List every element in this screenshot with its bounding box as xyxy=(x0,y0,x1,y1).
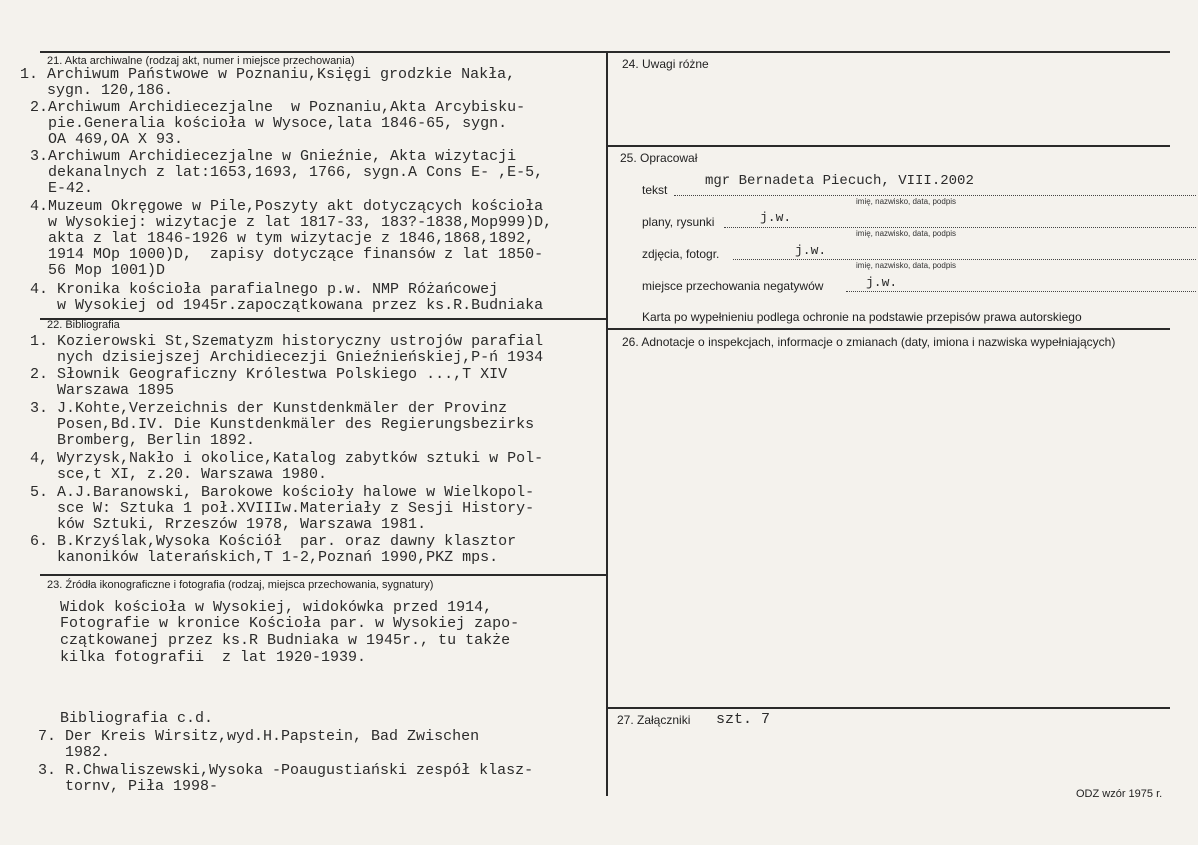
copyright-notice: Karta po wypełnieniu podlega ochronie na podstawie przepisów prawa autorskiego xyxy=(642,310,1082,324)
author-text-value: mgr Bernadeta Piecuch, VIII.2002 xyxy=(705,173,974,189)
negatives-line xyxy=(846,291,1196,292)
section-21-line: w Wysokiej od 1945r.zapoczątkowana przez ks.R.Budniaka xyxy=(30,297,544,314)
bibliography-continuation-line: 1982. xyxy=(38,744,111,761)
section-23-line: czątkowanej przez ks.R Budniaka w 1945r., tu także xyxy=(60,632,511,649)
section-21-line: 1. Archiwum Państwowe w Poznaniu,Księgi grodzkie Nakła, xyxy=(20,66,516,83)
section-22-line: 6. B.Krzyślak,Wysoka Kościół par. oraz dawny klasztor xyxy=(30,533,517,550)
top-divider xyxy=(40,51,1170,53)
section-21-line: sygn. 120,186. xyxy=(20,82,174,99)
bibliography-continuation-title: Bibliografia c.d. xyxy=(60,710,214,727)
attachments-count: szt. 7 xyxy=(716,711,771,728)
divider-26 xyxy=(607,328,1170,330)
section-21-line: 4.Muzeum Okręgowe w Pile,Poszyty akt dotyczących kościoła xyxy=(30,198,544,215)
section-21-line: 2.Archiwum Archidiecezjalne w Poznaniu,Akta Arcybisku- xyxy=(30,99,526,116)
section-21-label: 21. Akta archiwalne (rodzaj akt, numer i miejsce przechowania) xyxy=(47,55,355,67)
section-22-line: kanoników laterańskich,T 1-2,Poznań 1990,PKZ mps. xyxy=(30,549,499,566)
plans-label: plany, rysunki xyxy=(642,215,715,229)
section-21-line: w Wysokiej: wizytacje z lat 1817-33, 183?-1838,Mop999)D, xyxy=(30,214,553,231)
section-21-line: 1914 MOp 1000)D, zapisy dotyczące finansów z lat 1850- xyxy=(30,246,544,263)
author-text-hint: imię, nazwisko, data, podpis xyxy=(856,197,957,206)
section-21-line: 56 Mop 1001)D xyxy=(30,262,166,279)
section-22-line: sce W: Sztuka 1 poł.XVIIIw.Materiały z Sesji History- xyxy=(30,500,535,517)
photos-label: zdjęcia, fotogr. xyxy=(642,247,720,261)
bibliography-continuation-line: 7. Der Kreis Wirsitz,wyd.H.Papstein, Bad Zwischen xyxy=(38,728,480,745)
section-23-line: Widok kościoła w Wysokiej, widokówka przed 1914, xyxy=(60,599,493,616)
section-22-line: 3. J.Kohte,Verzeichnis der Kunstdenkmäler der Provinz xyxy=(30,400,508,417)
section-27-label: 27. Załączniki xyxy=(617,713,691,727)
section-22-line: sce,t XI, z.20. Warszawa 1980. xyxy=(30,466,328,483)
section-25-label: 25. Opracował xyxy=(620,151,698,165)
section-21-line: 4. Kronika kościoła parafialnego p.w. NMP Różańcowej xyxy=(30,281,499,298)
divider-23 xyxy=(40,574,607,576)
bibliography-continuation-line: 3. R.Chwaliszewski,Wysoka -Poaugustiański zespół klasz- xyxy=(38,762,534,779)
plans-line xyxy=(724,227,1196,228)
photos-value: j.w. xyxy=(795,243,827,258)
section-26-label: 26. Adnotacje o inspekcjach, informacje o zmianach (daty, imiona i nazwiska wypełniających) xyxy=(622,335,1116,349)
section-23-line: kilka fotografii z lat 1920-1939. xyxy=(60,649,367,666)
divider-27 xyxy=(607,707,1170,709)
section-21-line: dekanalnych z lat:1653,1693, 1766, sygn.A Cons E- ,E-5, xyxy=(30,164,544,181)
section-21-line: 3.Archiwum Archidiecezjalne w Gnieźnie, Akta wizytacji xyxy=(30,148,517,165)
photos-hint: imię, nazwisko, data, podpis xyxy=(856,261,957,270)
section-23-line: Fotografie w kronice Kościoła par. w Wysokiej zapo- xyxy=(60,615,520,632)
negatives-label: miejsce przechowania negatywów xyxy=(642,279,824,293)
negatives-value: j.w. xyxy=(866,275,898,290)
section-22-line: nych dzisiejszej Archidiecezji Gnieźnieńskiej,P-ń 1934 xyxy=(30,349,544,366)
section-22-line: 2. Słownik Geograficzny Królestwa Polskiego ...,T XIV xyxy=(30,366,508,383)
form-template-note: ODZ wzór 1975 r. xyxy=(1076,788,1163,800)
plans-value: j.w. xyxy=(760,210,792,225)
section-21-line: OA 469,OA X 93. xyxy=(30,131,184,148)
section-22-line: 5. A.J.Baranowski, Barokowe kościoły halowe w Wielkopol- xyxy=(30,484,535,501)
section-22-line: Bromberg, Berlin 1892. xyxy=(30,432,256,449)
divider-25 xyxy=(607,145,1170,147)
section-22-line: Warszawa 1895 xyxy=(30,382,175,399)
section-22-label: 22. Bibliografia xyxy=(47,319,120,331)
section-22-line: 4, Wyrzysk,Nakło i okolice,Katalog zabytków sztuki w Pol- xyxy=(30,450,544,467)
section-21-line: pie.Generalia kościoła w Wysoce,lata 1846-65, sygn. xyxy=(30,115,508,132)
bibliography-continuation-line: tornv, Piła 1998- xyxy=(38,778,219,795)
section-22-line: ków Sztuki, Rrzeszów 1978, Warszawa 1981. xyxy=(30,516,427,533)
section-21-line: E-42. xyxy=(30,180,94,197)
section-23-label: 23. Źródła ikonograficzne i fotografia (rodzaj, miejsca przechowania, sygnatury) xyxy=(47,579,434,591)
divider-22 xyxy=(40,318,607,320)
plans-hint: imię, nazwisko, data, podpis xyxy=(856,229,957,238)
center-divider xyxy=(606,51,608,796)
section-22-line: Posen,Bd.IV. Die Kunstdenkmäler des Regierungsbezirks xyxy=(30,416,535,433)
author-text-line xyxy=(674,195,1196,196)
section-24-label: 24. Uwagi różne xyxy=(622,57,709,71)
section-22-line: 1. Kozierowski St,Szematyzm historyczny ustrojów parafial xyxy=(30,333,544,350)
author-text-label: tekst xyxy=(642,183,668,197)
photos-line xyxy=(733,259,1196,260)
section-21-line: akta z lat 1846-1926 w tym wizytacje z 1846,1868,1892, xyxy=(30,230,535,247)
